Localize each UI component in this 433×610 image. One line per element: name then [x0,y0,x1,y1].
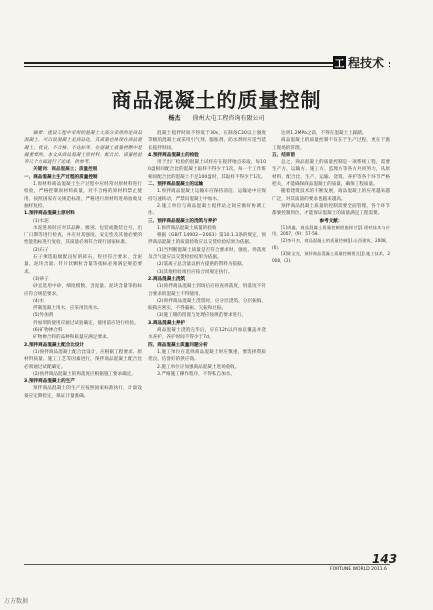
paragraph: 预拌商品混凝土质量的控制需要全面管理，各个环节都要控制到位，才能保证混凝土的质量满足工程需要。 [272,203,390,217]
paragraph: 砂宜选用中砂，细度模数、含泥量、泥块含量等指标应符合规范要求。 [24,284,142,297]
section-heading: 五、结束语 [272,152,295,158]
paragraph: 石子须选取级配良好的碎石，粒径符合要求，含泥量、泥块含量、针片状颗粒含量等指标必须满足规范要求。 [24,255,142,275]
paragraph: 混凝土搅拌时间不得低于30s，在制备C30以上强度等级的混凝土或采用引气剂、膨胀剂、防水剂时应适当延长搅拌时间。 [148,131,266,151]
column-2-body [148,130,266,378]
section-badge [333,54,389,70]
paragraph: (3)砂子 [33,276,49,282]
paragraph: 1.原材料商品混凝土生产过程中应经常对原材料进行检验，严格控制原材料质量，对不合格的原材料禁止使用，按照国家有关规范标准，严格进行原材料进场验收及抽样复检。 [24,182,142,209]
paragraph: 根据《GB/T 14902—2003》第10.1.3条的规定，预拌商品混凝土的质量验收应以交货检验结果为依据。 [148,233,266,246]
author-line [0,113,433,122]
column-2 [148,130,266,378]
paragraph: 总之，商品混凝土的质量控制是一项系统工程，需要生产方、运输方、施工方、监理方等各方共同努力，从原材料、配合比、生产、运输、浇筑、养护等各个环节严格把关，才能确保商品混凝土的质量，确保工程质量。 [272,160,390,188]
reference-item: [1]周鑫，商品混凝土质量控制措施探讨[J].建材技术与应用，2007，(9)：57-58. [272,224,390,237]
paragraph: 1.预拌商品混凝土质量的验收 [157,225,217,231]
paragraph: (2)预拌商品混凝土浇筑时，应分层浇筑、分层振捣，振捣应密实，不得漏振、欠振和过振。 [148,298,266,312]
paragraph: (2)氯离子总含量以供方提供的资料为依据。 [157,262,247,268]
footer-rule [24,564,390,565]
section-heading: 2.商品混凝土浇筑 [148,276,186,282]
reference-item: [3]陈宝光，预拌商品混凝土质量控制要点[J].施工技术，2008，(2). [272,251,390,263]
section-heading: 二、预拌商品混凝土的运输 [148,182,204,188]
section-badge-char: 工 [333,56,346,69]
paragraph: 拌制混凝土用水，应采用饮用水。 [33,306,102,312]
column-1 [24,130,142,400]
paragraph: (1)预拌商品混凝土配合比设计，应根据工程要求、原材料质量、施工工艺等因素进行，预拌商品混凝土配合比必须通过试配确定。 [24,349,142,370]
paragraph: 随着建筑技术的不断发展，商品混凝土的应用越来越广泛，对其质量的要求也越来越高。 [272,189,390,202]
paragraph: 达到1.2MPa之前，不得在混凝土上踩踏。 [281,131,367,136]
reference-item: [2]李开杰，商品混凝土的质量控制[J].山西建筑，2008，(6). [272,238,390,250]
paragraph: 商品混凝土浇筑完毕后，应在12h以内加以覆盖并浇水养护，养护时间不得少于7d。 [148,328,266,341]
magazine-name: FORTUNE WORLD 2011.6 [330,567,387,572]
paragraph: (6)矿物掺合料 [33,328,63,334]
page-number: 143 [372,552,398,566]
references-heading: 参考文献： [319,218,343,224]
paragraph: 预拌商品混凝土的生产应按照国家标准执行，计量设备应定期检定，保证计量准确。 [24,386,142,399]
paragraph: (1)当判断混凝土质量是否符合要求时，强度、坍落度及含气量应以交货检验结果为依据。 [148,247,266,261]
paragraph: 2.施工单位应加强商品混凝土进场验收。 [157,364,240,370]
paragraph: (2)石子 [33,247,49,253]
keywords: 关键词：商品混凝土；质量控制 [33,167,98,173]
author-name: 杨杰 [168,115,181,122]
paragraph: 用于出厂检验的混凝土试样应在搅拌地点采取，每100盘相同配合比的混凝土取样不得少于1次，每一个工作班相同配合比的混凝土不足100盘时，其取样不得少于1次。 [148,160,266,180]
section-heading: 4.预拌商品混凝土的检验 [148,152,199,158]
section-heading: 2.预拌商品混凝土配合比设计 [24,342,85,348]
section-heading: 1.预拌商品混凝土原材料 [24,211,75,217]
section-heading: 四、商品混凝土质量问题分析 [148,342,208,348]
paragraph: (4)水 [33,298,45,304]
paragraph: 1.施工单位在选择商品混凝土时应慎重，要选择资质优良、信誉好的供应商。 [148,349,266,363]
section-heading: 一、商品混凝土生产过程的质量控制 [24,174,98,180]
column-3-body [272,130,390,264]
watermark: 万方数据 [4,598,29,605]
paragraph: (3)其他检验项目应按合同规定执行。 [157,269,233,275]
paragraph: (2)预拌商品混凝土的坍落度应根据施工要求确定。 [33,371,136,377]
paragraph: (3)施工缝的留置与处理应按规范要求进行。 [157,313,247,319]
column-1-body [24,174,142,400]
abstract: 摘要：建设工程中采用的混凝土大部分采用的是商品混凝土，可以说混凝土是商品化，其质量也体现在商品混凝土，优良，不合格、不达标等，在混凝土质量控制中是最重要的。本文从商品混凝土原材料、配合比、质量检验等几个方面进行了论述，供参考。 [24,131,142,166]
section-label: 程技术 [348,55,385,70]
author-affiliation: 徐州大屯工程咨询有限公司 [192,115,265,122]
paragraph: 商品混凝土的质量控制不仅在于生产过程，更在于施工现场的管理。 [272,138,390,151]
section-heading: 3.预拌商品混凝土的生产 [24,379,75,385]
paragraph: 2.施工单位与商品混凝土搅拌站之间应做好协调工作。 [148,203,266,217]
section-heading: 三、预拌商品混凝土的浇筑与养护 [148,218,217,224]
paragraph: 水泥进场时应对其品种、级别、包装或散装仓号、出厂日期等进行检查，并应对其强度、安定性及其他必要的性能指标进行复验，其质量必须符合现行国家标准。 [24,225,142,246]
paragraph: 矿物掺合料的品种和质量应满足要求。 [33,335,112,341]
article-title: 商品混凝土的质量控制 [111,88,322,112]
paragraph: (5)外加剂 [33,313,54,319]
paragraph: (1)水泥 [33,218,49,224]
paragraph: 外加剂的使用应通过试验确定，使用前应进行检验。 [33,320,139,326]
section-heading: 3.商品混凝土养护 [148,320,186,326]
paragraph: (1)预拌商品混凝土到场后应检查坍落度，坍落度不符合要求的混凝土不得使用。 [148,284,266,297]
paragraph: 1.预拌商品混凝土运输车应保持清洁，运输途中应保持匀速转动，严禁向混凝土中加水。 [148,189,266,202]
column-3 [272,130,390,264]
paragraph: 3.严格施工操作程序，不得私自加水。 [157,371,235,377]
